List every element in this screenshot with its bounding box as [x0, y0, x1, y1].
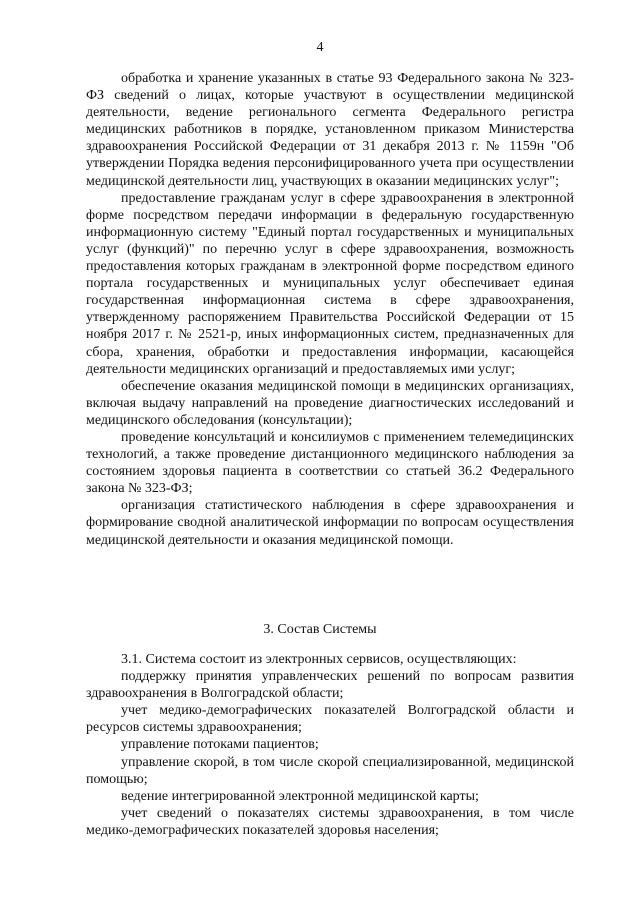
paragraph: управление скорой, в том числе скорой специализированной, медицинской помощью;	[86, 754, 574, 787]
paragraph: предоставление гражданам услуг в сфере здравоохранения в электронной форме посредством передачи информации в федеральную государственную информационную систему "Единый портал государственных и муниципальных услуг (функций)" по перечню услуг в сфере здравоохранения, возможность предоставления которых гражданам в электронной форме посредством единого портала государственных и муниципальных услуг обеспечивает единая государственная информационная система в сфере здравоохранения, утвержденному распоряжением Правительства Российской Федерации от 15 ноября 2017 г. № 2521-р, иных информационных систем, предназначенных для сбора, хранения, обработки и предоставления информации, касающейся деятельности медицинских организаций и предоставляемых ими услуг;	[86, 190, 574, 377]
paragraph: обработка и хранение указанных в статье 93 Федерального закона № 323-ФЗ сведений о лицах, которые участвуют в осуществлении медицинской деятельности, ведение регионального сегмента Федерального регистра медицинских работников в порядке, установленном приказом Министерства здравоохранения Российской Федерации от 31 декабря 2013 г. № 1159н "Об утверждении Порядка ведения персонифицированного учета при осуществлении медицинской деятельности лиц, участвующих в оказании медицинских услуг";	[86, 71, 574, 189]
section-heading: 3. Состав Системы	[263, 622, 377, 637]
paragraph: управление потоками пациентов;	[121, 737, 319, 753]
paragraph: проведение консультаций и консилиумов с применением телемедицинских технологий, а также проведение дистанционного медицинского наблюдения за состоянием здоровья пациента в соответствии со статьей 36.2 Федерального закона № 323-ФЗ;	[86, 429, 574, 497]
body-text-bottom	[86, 651, 574, 839]
body-text-top	[86, 70, 574, 549]
paragraph: учет сведений о показателях системы здравоохранения, в том числе медико-демографических показателей здоровья населения;	[86, 805, 574, 838]
paragraph: ведение интегрированной электронной медицинской карты;	[121, 788, 479, 804]
paragraph: организация статистического наблюдения в сфере здравоохранения и формирование сводной аналитической информации по вопросам осуществления медицинской деятельности и оказания медицинской помощи.	[86, 498, 574, 548]
paragraph: учет медико-демографических показателей Волгоградской области и ресурсов системы здравоохранения;	[86, 703, 574, 736]
paragraph: поддержку принятия управленческих решений по вопросам развития здравоохранения в Волгоградской области;	[86, 669, 574, 702]
page-number: 4	[316, 40, 324, 55]
paragraph: 3.1. Система состоит из электронных сервисов, осуществляющих:	[121, 652, 517, 667]
paragraph: обеспечение оказания медицинской помощи в медицинских организациях, включая выдачу направлений на проведение диагностических исследований и медицинского обследования (консультации);	[86, 378, 574, 428]
